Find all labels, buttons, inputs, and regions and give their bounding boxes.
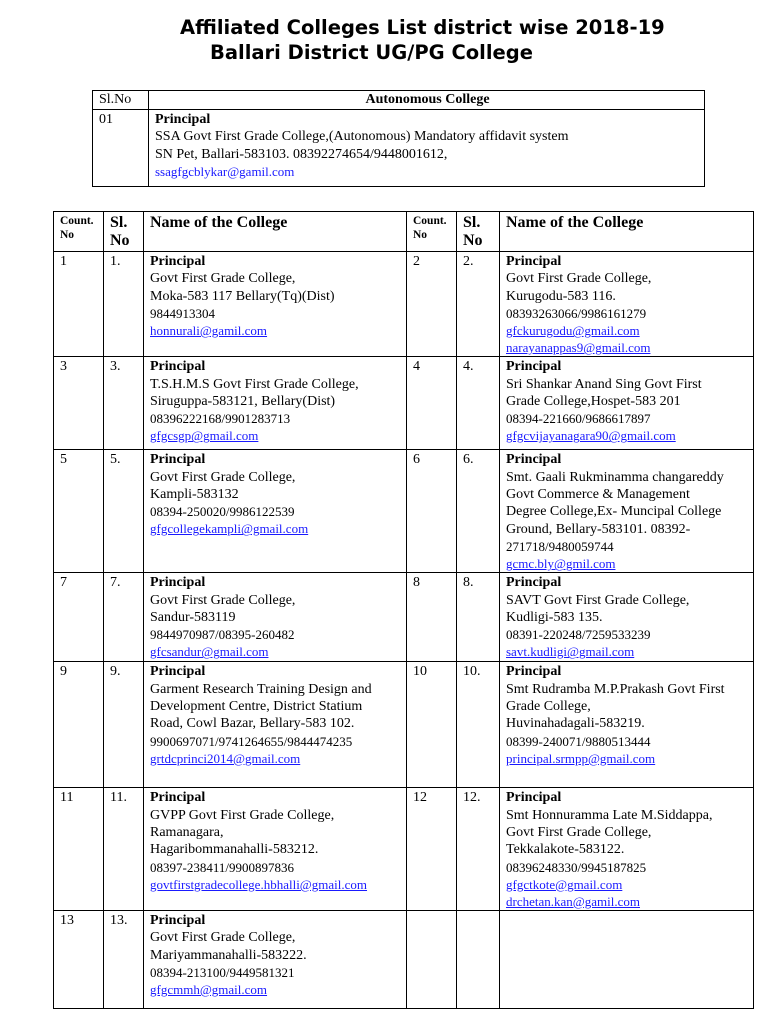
college-address-line: Garment Research Training Design and xyxy=(150,681,372,697)
college-details-cell xyxy=(144,573,407,662)
college-address-line: Huvinahadagali-583219. xyxy=(506,716,645,732)
college-phone: 08394-221660/9686617897 xyxy=(506,411,651,427)
college-details-cell xyxy=(144,788,407,911)
count-no-cell: 3 xyxy=(54,357,104,450)
college-address-line: Grade College,Hospet-583 201 xyxy=(506,394,681,410)
college-details-cell xyxy=(500,357,754,450)
college-email[interactable]: gfgcsgp@gmail.com xyxy=(150,428,259,444)
college-details-cell xyxy=(500,450,754,573)
college-address-line: Govt First Grade College, xyxy=(150,592,296,608)
count-no-cell: 10 xyxy=(407,662,457,788)
college-details-cell xyxy=(144,662,407,788)
college-address-line: Kurugodu-583 116. xyxy=(506,288,616,304)
college-details-cell xyxy=(144,450,407,573)
principal-label: Principal xyxy=(150,790,206,806)
college-address-line: Govt First Grade College, xyxy=(150,469,296,485)
autonomous-college-table xyxy=(92,90,705,187)
college-email[interactable]: grtdcprinci2014@gmail.com xyxy=(150,750,301,766)
empty-cell xyxy=(500,910,754,1008)
college-phone: 08396248330/9945187825 xyxy=(506,859,647,875)
college-address-line: GVPP Govt First Grade College, xyxy=(150,807,335,823)
college-email[interactable]: gfgcvijayanagara90@gmail.com xyxy=(506,428,676,444)
sl-no-cell: 8. xyxy=(457,573,500,662)
sl-no-cell: 3. xyxy=(104,357,144,450)
college-name-header: Name of the College xyxy=(500,212,754,252)
principal-label: Principal xyxy=(155,112,211,127)
principal-label: Principal xyxy=(506,452,562,468)
principal-label: Principal xyxy=(150,664,206,680)
principal-label: Principal xyxy=(150,254,206,269)
college-address-line: Smt Honnuramma Late M.Siddappa, xyxy=(506,807,713,823)
college-details-cell xyxy=(500,573,754,662)
principal-label: Principal xyxy=(506,359,562,375)
principal-label: Principal xyxy=(150,912,206,928)
sl-no-cell: 9. xyxy=(104,662,144,788)
sl-no-header: Sl. No xyxy=(457,212,500,252)
count-no-cell: 13 xyxy=(54,910,104,1008)
college-address-line: Hagaribommanahalli-583212. xyxy=(150,842,319,858)
principal-label: Principal xyxy=(150,452,206,468)
college-address-line: Road, Cowl Bazar, Bellary-583 102. xyxy=(150,716,355,732)
sl-no-cell: 10. xyxy=(457,662,500,788)
count-no-header: Count. No xyxy=(54,212,104,252)
college-address-line: Govt Commerce & Management xyxy=(506,487,690,503)
college-address-line: Smt Rudramba M.P.Prakash Govt First xyxy=(506,681,725,697)
college-phone: 08399-240071/9880513444 xyxy=(506,733,651,749)
principal-label: Principal xyxy=(506,575,562,591)
college-row xyxy=(54,910,754,1008)
sl-no-cell: 2. xyxy=(457,252,500,357)
college-row xyxy=(54,662,754,788)
sl-no-cell: 7. xyxy=(104,573,144,662)
college-address-line: SAVT Govt First Grade College, xyxy=(506,592,690,608)
college-phone: 08394-250020/9986122539 xyxy=(150,504,295,520)
college-address-line: Kampli-583132 xyxy=(150,487,239,503)
college-email[interactable]: gfgcmmh@gmail.com xyxy=(150,982,268,998)
college-address-line: Sri Shankar Anand Sing Govt First xyxy=(506,376,702,392)
count-no-cell: 11 xyxy=(54,788,104,911)
autonomous-college-header: Autonomous College xyxy=(149,91,705,110)
college-row xyxy=(54,357,754,450)
autonomous-row xyxy=(93,110,705,187)
page-subtitle: Ballari District UG/PG College xyxy=(210,41,533,64)
college-phone: 08393263066/9986161279 xyxy=(506,306,647,322)
college-email[interactable]: govtfirstgradecollege.hbhalli@gmail.com xyxy=(150,876,368,892)
college-phone: 08396222168/9901283713 xyxy=(150,411,291,427)
college-address-line: Mariyammanahalli-583222. xyxy=(150,947,307,963)
college-details-cell xyxy=(500,252,754,357)
college-address-line: Grade College, xyxy=(506,699,591,715)
college-details-cell xyxy=(144,252,407,357)
college-email[interactable]: honnurali@gamil.com xyxy=(150,323,268,339)
college-address-line: Tekkalakote-583122. xyxy=(506,842,625,858)
colleges-table xyxy=(53,211,754,1009)
sl-no-header: Sl. No xyxy=(104,212,144,252)
college-address-line: Ground, Bellary-583101. 08392- xyxy=(506,521,691,537)
college-email[interactable]: gfgctkote@gmail.com xyxy=(506,876,623,892)
college-email[interactable]: narayanappas9@gmail.com xyxy=(506,340,651,356)
college-address-line: SSA Govt First Grade College,(Autonomous) Mandatory affidavit system xyxy=(155,129,569,145)
college-phone: 08391-220248/7259533239 xyxy=(506,627,651,643)
college-phone: 9844913304 xyxy=(150,306,215,322)
college-address-line: Sandur-583119 xyxy=(150,610,236,626)
sl-no-cell: 12. xyxy=(457,788,500,911)
college-details-cell xyxy=(500,788,754,911)
college-email[interactable]: gfcsandur@gmail.com xyxy=(150,644,269,660)
sl-no-cell: 6. xyxy=(457,450,500,573)
college-address-line: Smt. Gaali Rukminamma changareddy xyxy=(506,469,724,485)
college-details-cell xyxy=(500,662,754,788)
college-details-cell xyxy=(144,357,407,450)
page-title: Affiliated Colleges List district wise 2018-19 xyxy=(180,16,665,39)
principal-label: Principal xyxy=(506,664,562,680)
college-name-header: Name of the College xyxy=(144,212,407,252)
college-email[interactable]: gfckurugodu@gmail.com xyxy=(506,323,640,339)
college-phone: 9900697071/9741264655/9844474235 xyxy=(150,733,353,749)
sl-no-cell: 5. xyxy=(104,450,144,573)
college-email[interactable]: principal.srmpp@gmail.com xyxy=(506,750,656,766)
college-email[interactable]: drchetan.kan@gamil.com xyxy=(506,893,640,909)
sl-no-cell: 13. xyxy=(104,910,144,1008)
count-no-cell: 8 xyxy=(407,573,457,662)
college-email[interactable]: savt.kudligi@gmail.com xyxy=(506,644,635,660)
sl-no-cell: 1. xyxy=(104,252,144,357)
college-address-line: Govt First Grade College, xyxy=(506,825,652,841)
count-no-cell: 4 xyxy=(407,357,457,450)
college-address-line: SN Pet, Ballari-583103. 08392274654/9448001612, xyxy=(155,146,448,162)
college-address-line: Kudligi-583 135. xyxy=(506,610,603,626)
sl-no-cell: 11. xyxy=(104,788,144,911)
colleges-header-row xyxy=(54,212,754,252)
count-no-cell: 12 xyxy=(407,788,457,911)
college-email[interactable]: ssagfgcblykar@gamil.com xyxy=(155,164,295,180)
autonomous-header-row xyxy=(93,91,705,110)
count-no-cell: 1 xyxy=(54,252,104,357)
college-phone: 08397-238411/9900897836 xyxy=(150,859,294,875)
count-no-cell: 2 xyxy=(407,252,457,357)
slno-cell: 01 xyxy=(93,110,149,187)
autonomous-college-cell xyxy=(149,110,705,187)
college-details-cell xyxy=(144,910,407,1008)
college-address-line: Moka-583 117 Bellary(Tq)(Dist) xyxy=(150,288,335,304)
college-row xyxy=(54,573,754,662)
empty-cell xyxy=(457,910,500,1008)
college-row xyxy=(54,788,754,911)
college-address-line: T.S.H.M.S Govt First Grade College, xyxy=(150,376,359,392)
principal-label: Principal xyxy=(150,575,206,591)
college-address-line: Govt First Grade College, xyxy=(150,930,296,946)
principal-label: Principal xyxy=(150,359,206,375)
principal-label: Principal xyxy=(506,790,562,806)
college-phone: 9844970987/08395-260482 xyxy=(150,627,295,643)
count-no-cell: 7 xyxy=(54,573,104,662)
count-no-cell: 9 xyxy=(54,662,104,788)
count-no-cell: 5 xyxy=(54,450,104,573)
college-row xyxy=(54,252,754,357)
college-address-line: Ramanagara, xyxy=(150,825,224,841)
principal-label: Principal xyxy=(506,254,562,269)
college-address-line: Govt First Grade College, xyxy=(506,271,652,287)
college-address-line: Development Centre, District Statium xyxy=(150,699,363,715)
college-phone: 271718/9480059744 xyxy=(506,539,614,555)
empty-cell xyxy=(407,910,457,1008)
count-no-cell: 6 xyxy=(407,450,457,573)
college-address-line: Degree College,Ex- Muncipal College xyxy=(506,504,722,520)
college-phone: 08394-213100/9449581321 xyxy=(150,965,295,981)
college-email[interactable]: gcmc.bly@gmil.com xyxy=(506,556,616,572)
college-row xyxy=(54,450,754,573)
slno-header: Sl.No xyxy=(93,91,149,110)
count-no-header: Count. No xyxy=(407,212,457,252)
college-address-line: Govt First Grade College, xyxy=(150,271,296,287)
college-email[interactable]: gfgcollegekampli@gmail.com xyxy=(150,521,309,537)
sl-no-cell: 4. xyxy=(457,357,500,450)
college-address-line: Siruguppa-583121, Bellary(Dist) xyxy=(150,394,336,410)
